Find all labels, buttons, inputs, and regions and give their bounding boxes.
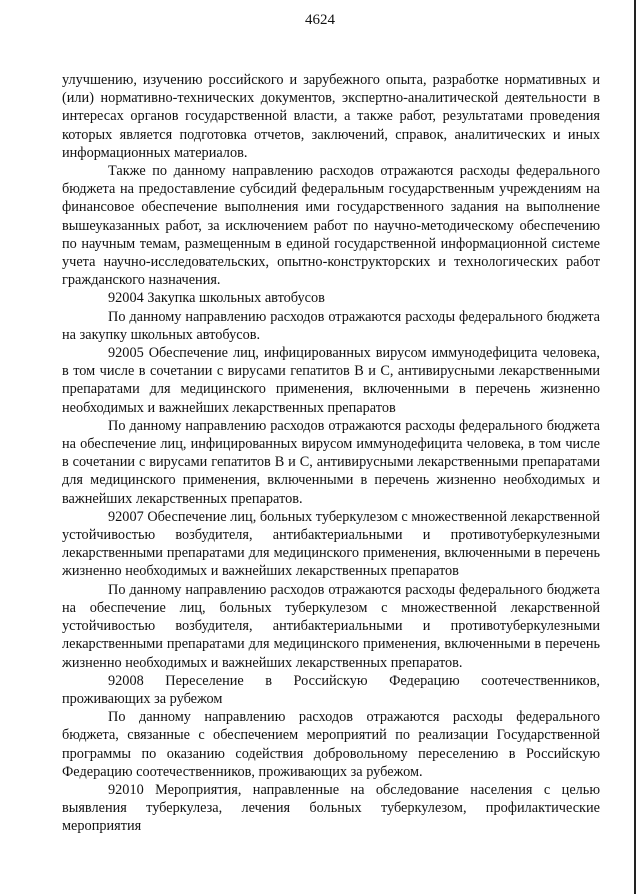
section-heading-92007: 92007 Обеспечение лиц, больных туберкулезом с множественной лекарственной устойчивостью возбудителя, антибактериальными и противотуберкулезными лекарственными препаратами для медицинского применения, включенными в перечень жизненно необходимых и важнейших лекарственных препаратов	[62, 508, 600, 580]
paragraph: По данному направлению расходов отражаются расходы федерального бюджета на обеспечение лиц, больных туберкулезом с множественной лекарственной устойчивостью возбудителя, антибактериальными и противотуберкулезными лекарственными препаратами для медицинского применения, включенными в перечень жизненно необходимых и важнейших лекарственных препаратов.	[62, 581, 600, 671]
paragraph: По данному направлению расходов отражаются расходы федерального бюджета на закупку школьных автобусов.	[62, 308, 600, 343]
page-number: 4624	[305, 12, 335, 28]
paragraph-continuation: улучшению, изучению российского и зарубежного опыта, разработке нормативных и (или) нормативно-технических документов, экспертно-аналитической деятельности в интересах органов государственной власти, а также работ, результатами проведения которых является подготовка отчетов, заключений, справок, аналитических и иных информационных материалов.	[62, 72, 600, 161]
paragraph: Также по данному направлению расходов отражаются расходы федерального бюджета на предоставление субсидий федеральным государственным учреждениям на финансовое обеспечение выполнения ими государственного задания на выполнение вышеуказанных работ, за исключением работ по научно-методическому обеспечению по научным темам, размещенным в единой государственной информационной системе учета научно-исследовательских, опытно-конструкторских и технологических работ гражданского назначения.	[62, 163, 600, 289]
section-heading-92005: 92005 Обеспечение лиц, инфицированных вирусом иммунодефицита человека, в том числе в сочетании с вирусами гепатитов В и С, антивирусными лекарственными препаратами для медицинского применения, включенными в перечень жизненно необходимых и важнейших лекарственных препаратов	[62, 345, 600, 416]
paragraph: По данному направлению расходов отражаются расходы федерального бюджета, связанные с обеспечением мероприятий по реализации Государственной программы по оказанию содействия добровольному переселению в Российскую Федерацию соотечественников, проживающих за рубежом.	[62, 709, 600, 780]
scan-edge-line	[634, 0, 636, 894]
section-heading-92010: 92010 Мероприятия, направленные на обследование населения с целью выявления туберкулеза, лечения больных туберкулезом, профилактические мероприятия	[62, 781, 600, 835]
paragraph: По данному направлению расходов отражаются расходы федерального бюджета на обеспечение лиц, инфицированных вирусом иммунодефицита человека, в том числе в сочетании с вирусами гепатитов В и С, антивирусными лекарственными препаратами для медицинского применения, включенными в перечень жизненно необходимых и важнейших лекарственных препаратов.	[62, 417, 600, 507]
document-body	[62, 71, 600, 836]
section-heading-92008: 92008 Переселение в Российскую Федерацию соотечественников, проживающих за рубежом	[62, 672, 600, 707]
section-heading-92004: 92004 Закупка школьных автобусов	[108, 290, 325, 307]
